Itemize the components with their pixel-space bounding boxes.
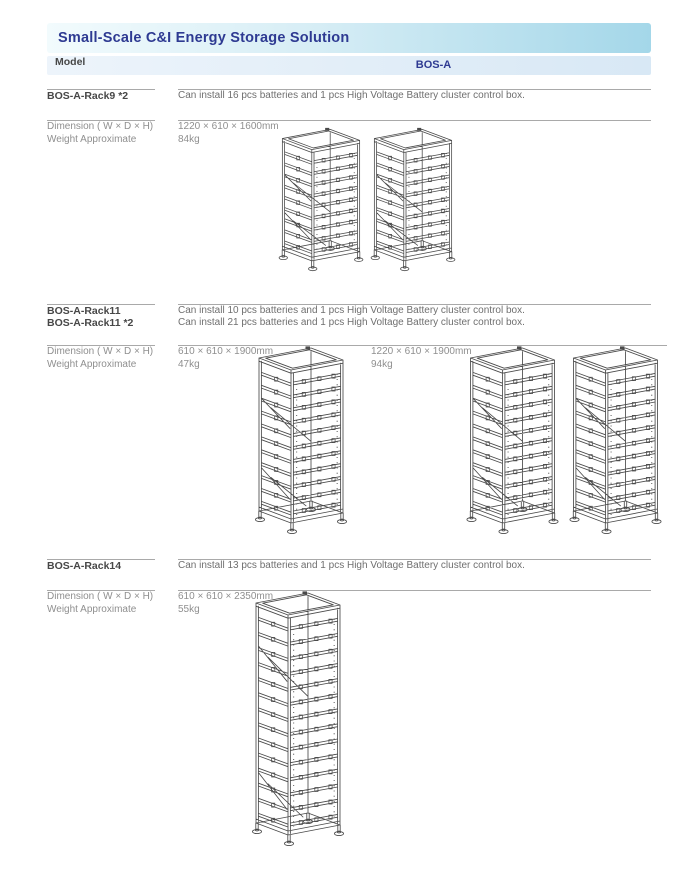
column-header-product: BOS-A [415, 59, 452, 71]
product-row-rack9 [47, 83, 651, 284]
description-cell [178, 89, 651, 102]
spec-label-cell [47, 590, 155, 853]
model-cell [47, 304, 155, 329]
spec-label-cell [47, 120, 155, 284]
spec-values [178, 346, 274, 371]
rack-drawing [275, 121, 459, 284]
model-name: BOS-A-Rack9 *2 [47, 90, 129, 102]
rack-drawing [251, 346, 351, 541]
dimension-value: 610 × 610 × 2350mm [178, 591, 274, 602]
model-description: Can install 16 pcs batteries and 1 pcs High Voltage Battery cluster control box. [178, 90, 525, 101]
model-description-line [47, 83, 651, 112]
model-description: Can install 10 pcs batteries and 1 pcs High Voltage Battery cluster control box. [178, 305, 525, 316]
dimension-label: Dimension ( W × D × H) [47, 121, 154, 132]
spec-values [178, 121, 279, 146]
spec-line [47, 582, 651, 853]
rack-drawing [461, 346, 667, 541]
model-name: BOS-A-Rack11 [47, 305, 121, 317]
dimension-label: Dimension ( W × D × H) [47, 591, 154, 602]
dimension-value: 1220 × 610 × 1600mm [178, 121, 279, 132]
model-name: BOS-A-Rack14 [47, 560, 122, 572]
weight-label: Weight Approximate [47, 133, 137, 145]
model-description-line [47, 553, 651, 582]
dimension-label: Dimension ( W × D × H) [47, 346, 154, 357]
spec-value-cell [178, 345, 667, 541]
dimension-value: 610 × 610 × 1900mm [178, 346, 274, 357]
spec-value-cell [178, 120, 651, 284]
spec-label-cell [47, 345, 155, 541]
weight-label: Weight Approximate [47, 358, 137, 370]
dimension-value: 1220 × 610 × 1900mm [371, 346, 472, 357]
weight-value: 94kg [371, 358, 393, 370]
spec-line [47, 112, 651, 284]
model-description: Can install 13 pcs batteries and 1 pcs High Voltage Battery cluster control box. [178, 560, 525, 571]
weight-label: Weight Approximate [47, 603, 137, 615]
product-row-rack14 [47, 553, 651, 853]
product-row-rack11 [47, 299, 651, 541]
rack-drawing [248, 591, 348, 853]
model-description: Can install 21 pcs batteries and 1 pcs High Voltage Battery cluster control box. [178, 317, 525, 328]
table-header-row [47, 56, 651, 75]
description-cell [178, 304, 651, 329]
weight-value: 55kg [178, 603, 200, 615]
model-description-line [47, 299, 651, 337]
page-title: Small-Scale C&I Energy Storage Solution [58, 30, 350, 46]
column-header-model: Model [55, 56, 86, 68]
description-cell [178, 559, 651, 572]
spec-values [371, 346, 472, 371]
model-name: BOS-A-Rack11 *2 [47, 317, 134, 329]
model-cell [47, 89, 155, 102]
spec-value-cell [178, 590, 651, 853]
spec-values [178, 591, 274, 616]
model-cell [47, 559, 155, 572]
weight-value: 84kg [178, 133, 200, 145]
page-title-band [47, 23, 651, 53]
weight-value: 47kg [178, 358, 200, 370]
spec-line [47, 337, 651, 541]
